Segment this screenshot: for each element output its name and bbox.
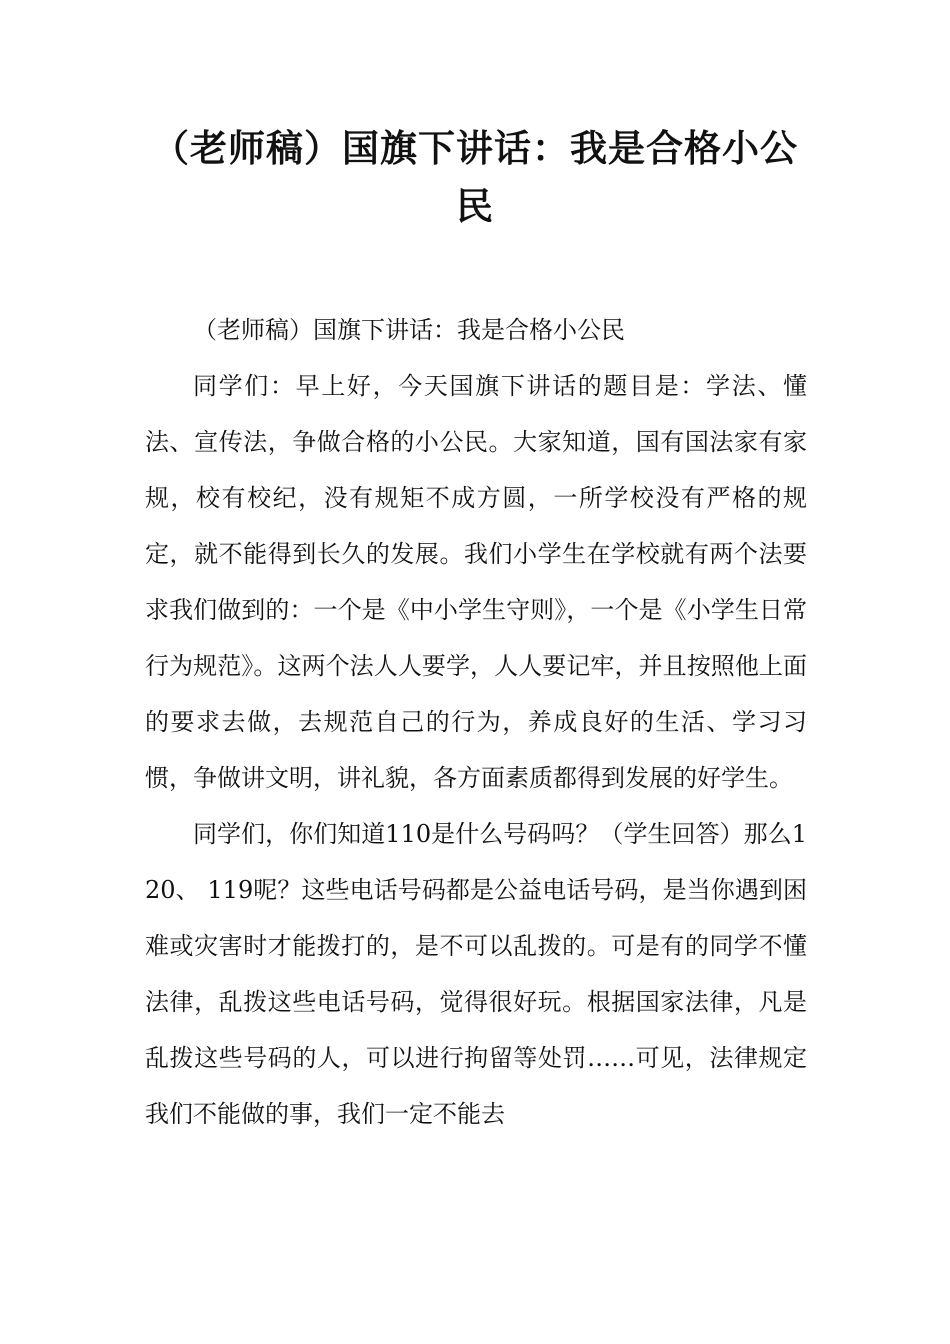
paragraph-2: 同学们，你们知道110是什么号码吗？（学生回答）那么120、 119呢？这些电话号码都是公益电话号码，是当你遇到困难或灾害时才能拨打的，是不可以乱拨的。可是有的同学不懂法律，乱拨这些电话号码，觉得很好玩。根据国家法律，凡是乱拨这些号码的人，可以进行拘留等处罚……可见，法律规定我们不能做的事，我们一定不能去 — [145, 820, 807, 1128]
document-body — [145, 302, 807, 1142]
paragraph-subtitle: （老师稿）国旗下讲话：我是合格小公民 — [193, 316, 625, 344]
document-title: （老师稿）国旗下讲话：我是合格小公民 — [152, 127, 798, 228]
paragraph-1: 同学们：早上好，今天国旗下讲话的题目是：学法、懂法、宣传法，争做合格的小公民。大家知道，国有国法家有家规，校有校纪，没有规矩不成方圆，一所学校没有严格的规定，就不能得到长久的发展。我们小学生在学校就有两个法要求我们做到的：一个是《中小学生守则》，一个是《小学生日常行为规范》。这两个法人人要学，人人要记牢，并且按照他上面的要求去做，去规范自己的行为，养成良好的生活、学习习惯，争做讲文明，讲礼貌，各方面素质都得到发展的好学生。 — [145, 372, 807, 792]
